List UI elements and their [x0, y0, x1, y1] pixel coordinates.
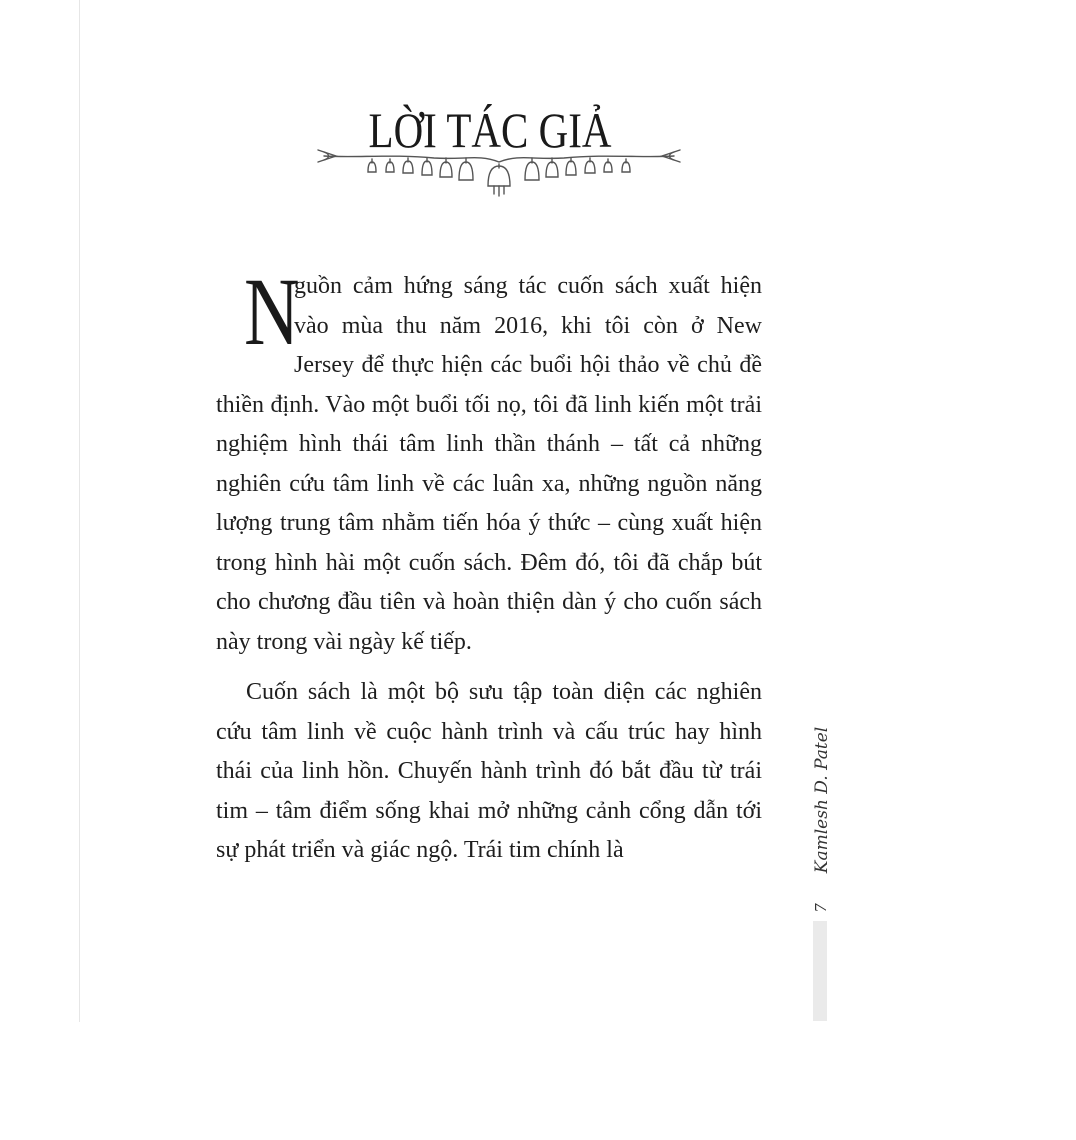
chapter-body [216, 258, 762, 871]
paragraph-1 [216, 258, 762, 662]
paragraph-1-text: guồn cảm hứng sáng tác cuốn sách xuất hiện vào mùa thu năm 2016, khi tôi còn ở New Jersey để thực hiện các buổi hội thảo về chủ đề thiền định. Vào một buổi tối nọ, tôi đã linh kiến một trải nghiệm hình thái tâm linh thần thánh – tất cả những nghiên cứu tâm linh về các luân xa, những nguồn năng lượng trung tâm nhằm tiến hóa ý thức – cùng xuất hiện trong hình hài một cuốn sách. Đêm đó, tôi đã chắp bút cho chương đầu tiên và hoàn thiện dàn ý cho cuốn sách này trong vài ngày kế tiếp. [216, 273, 762, 655]
chapter-title: LỜI TÁC GIẢ [368, 101, 612, 158]
page-number-text: 7 [812, 903, 830, 913]
drop-cap: N [244, 258, 300, 365]
side-tab-bar [813, 921, 827, 1021]
author-name: Kamlesh D. Patel [812, 726, 832, 874]
floral-divider-ornament [314, 140, 684, 200]
page-number [810, 898, 832, 918]
paragraph-2: Cuốn sách là một bộ sưu tập toàn diện các nghiên cứu tâm linh về cuộc hành trình và cấu trúc hay hình thái của linh hồn. Chuyến hành trình đó bắt đầu từ trái tim – tâm điểm sống khai mở những cảnh cổng dẫn tới sự phát triển và giác ngộ. Trái tim chính là [216, 679, 762, 863]
running-head-author [808, 720, 836, 880]
page-edge-line [79, 0, 80, 1022]
